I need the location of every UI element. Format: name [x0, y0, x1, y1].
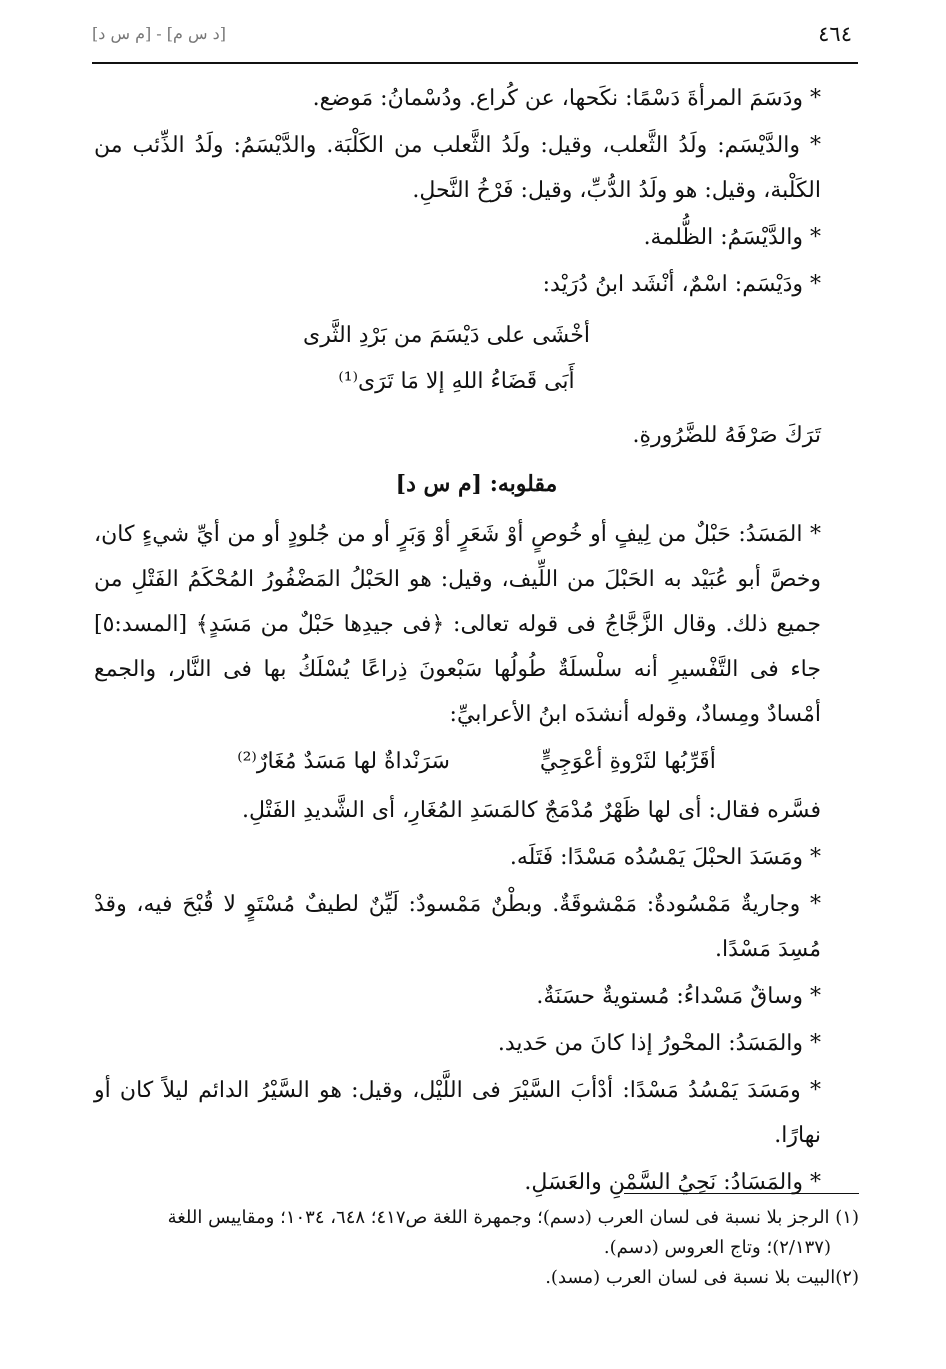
footnote-1-continued: (٢/١٣٧)؛ وتاج العروس (دسم).: [603, 1237, 831, 1258]
entry-daysam: * والدَّيْسَم: ولَدُ الثَّعلب، وقيل: ولَدُ الثَّعلب من الكَلْبَة. والدَّيْسَمُ: ولَدُ الذِّئب من الكَلْبة، وقيل: هو ولَدُ الدُّبِّ، وقيل: فَرْخُ النَّحلِ.: [94, 133, 821, 203]
footnote-rule: [624, 1193, 859, 1194]
verse-block: [94, 313, 859, 405]
entry-masad: * المَسَدُ: حَبْلٌ من لِيفٍ أو خُوصٍ أوْ شَعَرٍ أوْ وَبَرٍ أو من جُلودٍ أو من أيِّ شيءٍ كان، وخصَّ أبو عُبَيْد به الحَبْلَ من اللِّيف، وقيل: هو الحَبْلُ المَضْفُورُ المُحْكَمُ الفَتْلِ من جميع ذلك. وقال الزَّجَّاجُ فى قوله تعالى: ﴿فى جيدِها حَبْلٌ من مَسَدٍ﴾ [المسد:٥] جاء فى التَّفْسيرِ أنه سلْسلَةٌ طُولُها سَبْعونَ ذِراعًا يُسْلَكُ بها فى النَّار، والجمع أمْسادٌ ومِسادٌ، وقوله أنشدَه ابنُ الأعرابيِّ:: [94, 522, 821, 727]
entry-masad-axle: * والمَسَدُ: المحْورُ إذا كانَ من حَديد.: [497, 1031, 821, 1056]
footnote-2: (٢)البيت بلا نسبة فى لسان العرب (مسد).: [545, 1267, 859, 1288]
running-head: [د س م] - [م س د]: [92, 24, 227, 43]
verse-line-2: أَبَى قَضَاءُ اللهِ إلا مَا تَرَى⁽¹⁾: [338, 369, 575, 394]
page-header: [92, 22, 852, 58]
section-heading: مقلوبه: [م س د]: [395, 471, 558, 497]
bayt-explanation: فسَّره فقال: أى لها ظَهْرٌ مُدْمَجٌ كالمَسَدِ المُغَارِ، أى الشَّديدِ الفَتْلِ.: [241, 798, 821, 823]
entry-masda: * وساقٌ مَسْداءُ: مُستويةٌ حسَنَةٌ.: [536, 984, 821, 1009]
bayt-second-hemistich: سَرَنْداةٌ لها مَسَدٌ مُغَارٌ⁽²⁾: [237, 749, 450, 774]
footnote-1: (١) الرجز بلا نسبة فى لسان العرب (دسم)؛ وجمهرة اللغة ص٤١٧؛ ٦٤٨، ١٠٣٤؛ ومقاييس اللغة: [167, 1207, 859, 1228]
entry-masad-skin: * والمَسَادُ: نَحِيُ السَّمْنِ والعَسَلِ.: [524, 1170, 821, 1195]
header-rule: [92, 62, 858, 64]
main-text: [94, 76, 859, 1207]
bayt-verse: [94, 739, 859, 784]
entry-daysam-darkness: * والدَّيْسَمُ: الظُّلمة.: [643, 225, 821, 250]
entry-daysam-name: * ودَيْسَم: اسْمٌ، أنْشَد ابنُ دُرَيْد:: [542, 272, 821, 297]
entry-masada-twist: * ومَسَدَ الحبْلَ يَمْسُدُه مَسْدًا: فَتَلَه.: [509, 845, 821, 870]
entry-mamsuda: * وجاريةٌ مَمْسُودةٌ: مَمْشوقَةٌ. وبطْنٌ مَمْسودٌ: لَيِّنٌ لطيفٌ مُسْتَوٍ لا قُبْحَ فيه، وقدْ مُسِدَ مَسْدًا.: [94, 892, 821, 962]
verse-comment: تَرَكَ صَرْفَهُ للضَّرُورةِ.: [632, 423, 821, 448]
footnotes: [94, 1203, 859, 1293]
page-number: ٤٦٤: [818, 22, 852, 46]
bayt-first-hemistich: أقَرِّبُها لثَرْوةِ أعْوَجِيٍّ: [539, 749, 716, 774]
entry-masada-travel: * ومَسَدَ يَمْسُدُ مَسْدًا: أدْأبَ السَّيْرَ فى اللَّيْل، وقيل: هو السَّيْرُ الدائم ليلاً كان أو نهارًا.: [94, 1078, 821, 1148]
entry-dasama: * ودَسَمَ المرأةَ دَسْمًا: نكَحها، عن كُراع. ودُسْمانُ: مَوضع.: [312, 86, 821, 111]
verse-line-1: أخْشَى على دَيْسَمَ من بَرْدِ الثَّرى: [303, 323, 590, 348]
